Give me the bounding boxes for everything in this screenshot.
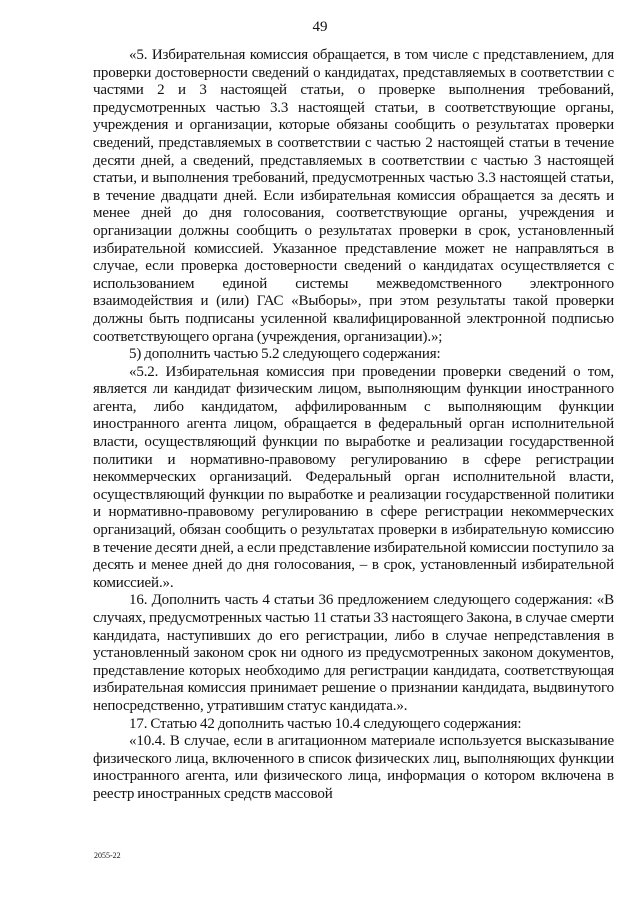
- paragraph-item-5: «5. Избирательная комиссия обращается, в том числе с представлением, для проверки достоверности сведений о кандидатах, представляемых в соответствии с частями 2 и 3 настоящей статьи, о проверке выполнения требований, предусмотренных частью 3.3 настоящей статьи, в соответствующие органы, учреждения и организации, которые обязаны сообщить о результатах проверки сведений, представляемых в соответствии с частью 2 настоящей статьи в течение десяти дней, а сведений, представляемых в соответствии с частью 3 настоящей статьи, и выполнения требований, предусмотренных частью 3.3 настоящей статьи, в течение двадцати дней. Если избирательная комиссия обращается за десять и менее дней до дня голосования, соответствующие органы, учреждения и организации должны сообщить о результатах проверки в срок, установленный избирательной комиссией. Указанное представление может не направляться в случае, если проверка достоверности сведений о кандидатах осуществляется с использованием единой системы межведомственного электронного взаимодействия и (или) ГАС «Выборы», при этом результаты такой проверки должны быть подписаны усиленной квалифицированной электронной подписью соответствующего органа (учреждения, организации).»;: [93, 47, 614, 345]
- paragraph-amendment-17: 17. Статью 42 дополнить частью 10.4 следующего содержания:: [129, 715, 522, 732]
- paragraph-subitem-5-amendment: 5) дополнить частью 5.2 следующего содержания:: [129, 346, 441, 363]
- page-number: 49: [312, 19, 328, 35]
- paragraph-item-5-2: «5.2. Избирательная комиссия при проведении проверки сведений о том, является ли кандидат физическим лицом, выполняющим функции иностранного агента, либо кандидатом, аффилированным с выполняющим функции иностранного агента лицом, обращается в федеральный орган исполнительной власти, осуществляющий функции по выработке и реализации государственной политики и нормативно-правовому регулированию в сфере регистрации некоммерческих организаций. Федеральный орган исполнительной власти, осуществляющий функции по выработке и реализации государственной политики и нормативно-правовому регулированию в сфере регистрации некоммерческих организаций, обязан сообщить о результатах проверки в избирательную комиссию в течение десяти дней, а если представление избирательной комиссии поступило за десять и менее дней до дня голосования, – в срок, установленный избирательной комиссией.».: [93, 363, 614, 591]
- document-code: 2055-22: [94, 851, 121, 860]
- paragraph-amendment-16: 16. Дополнить часть 4 статьи 36 предложением следующего содержания: «В случаях, предусмотренных частью 11 статьи 33 настоящего Закона, в случае смерти кандидата, наступивших до его регистрации, либо в случае непредставления в установленный законом срок ни одного из предусмотренных законом документов, представление которых необходимо для регистрации кандидата, соответствующая избирательная комиссия принимает решение о признании кандидата, выдвинутого непосредственно, утратившим статус кандидата.».: [93, 592, 614, 714]
- document-body: [93, 47, 614, 804]
- paragraph-item-10-4: «10.4. В случае, если в агитационном материале используется высказывание физического лица, включенного в список физических лиц, выполняющих функции иностранного агента, или физического лица, информация о котором включена в реестр иностранных средств массовой: [93, 733, 614, 802]
